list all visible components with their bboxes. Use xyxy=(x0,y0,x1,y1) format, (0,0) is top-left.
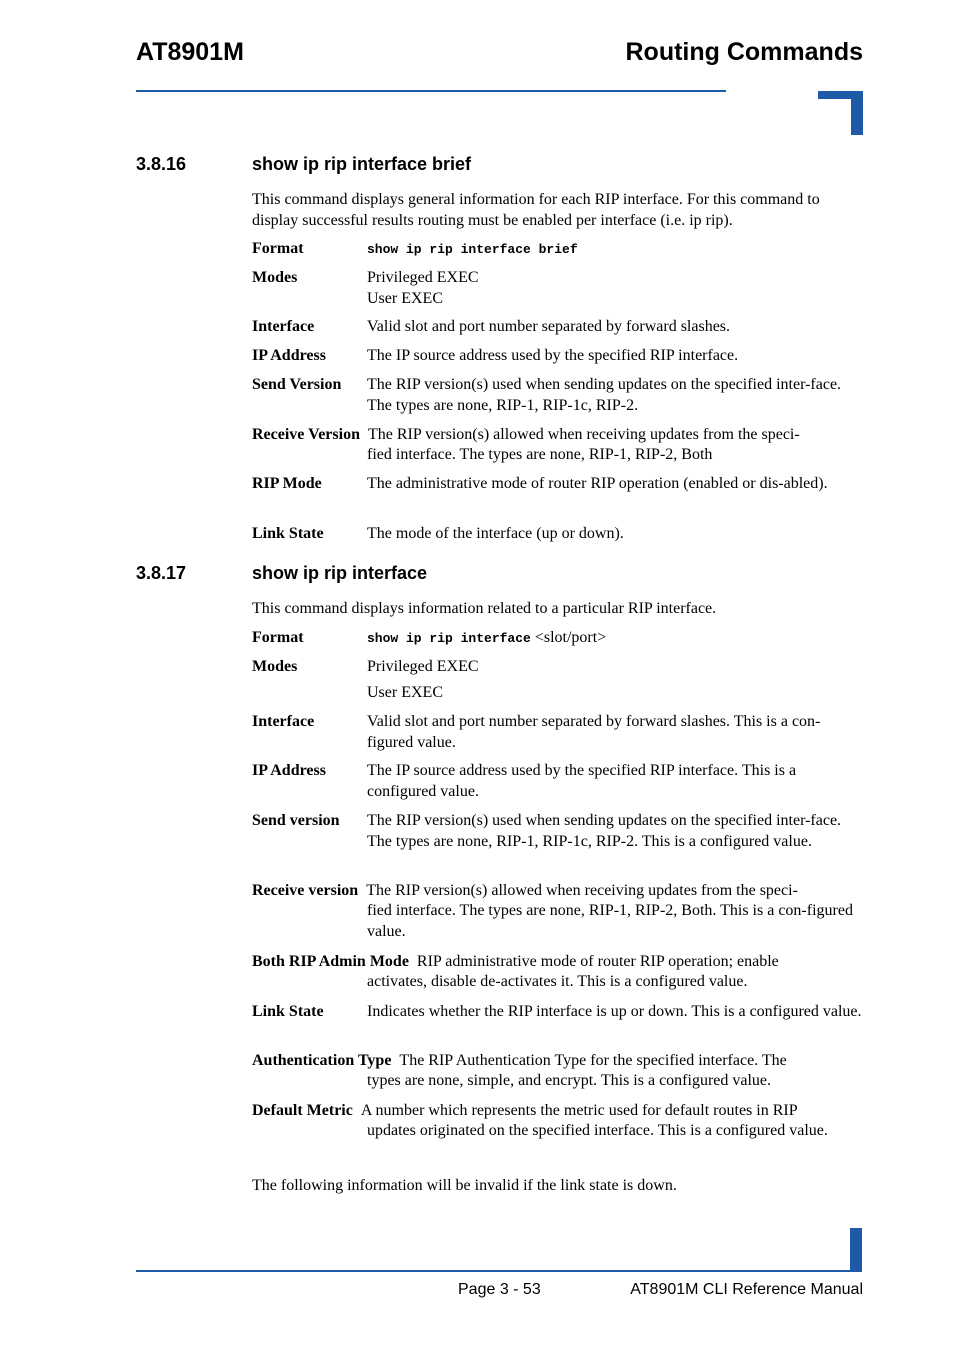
section-number: 3.8.17 xyxy=(136,563,187,583)
field-label xyxy=(252,881,798,902)
field-text: The RIP version(s) used when sending updates on the specified inter-face. The types are none, RIP-1, RIP-1c, RIP-2. This is a configured value. xyxy=(367,812,842,850)
field-label: RIP Mode xyxy=(252,475,322,492)
field-label-text: Authentication Type xyxy=(252,1052,392,1069)
format-value xyxy=(367,239,864,261)
mode-item: Privileged EXEC xyxy=(367,269,479,286)
field-label-text: Receive Version xyxy=(252,426,360,443)
corner-mark-bottom xyxy=(850,1228,862,1272)
modes-label: Modes xyxy=(252,658,298,675)
field-label xyxy=(252,952,779,973)
field-text: The IP source address used by the specified RIP interface. xyxy=(367,347,739,364)
mode-item: User EXEC xyxy=(367,289,443,307)
field-label xyxy=(252,425,800,446)
field-text: The RIP Authentication Type for the specified interface. The xyxy=(399,1052,787,1069)
field-text: The RIP version(s) allowed when receiving updates from the speci- xyxy=(366,882,798,899)
field-text: A number which represents the metric used for default routes in RIP xyxy=(360,1102,798,1119)
field-text-continued: fied interface. The types are none, RIP-1, RIP-2, Both. This is a con-figured value. xyxy=(367,902,853,940)
field-text: The RIP version(s) used when sending updates on the specified inter-face. The types are none, RIP-1, RIP-1c, RIP-2. xyxy=(367,376,842,414)
modes-label: Modes xyxy=(252,269,298,286)
format-label: Format xyxy=(252,629,304,646)
modes-value xyxy=(367,268,864,309)
section-title: show ip rip interface xyxy=(252,563,428,583)
field-text-continued: fied interface. The types are none, RIP-1, RIP-2, Both xyxy=(367,446,713,463)
field-label xyxy=(252,1101,798,1122)
format-command: show ip rip interface xyxy=(367,631,531,646)
field-text-continued: updates originated on the specified interface. This is a configured value. xyxy=(367,1122,828,1139)
field-label-text: Both RIP Admin Mode xyxy=(252,953,409,970)
field-label: IP Address xyxy=(252,347,326,364)
field-text-continued: types are none, simple, and encrypt. This is a configured value. xyxy=(367,1072,772,1089)
footer-manual-title: AT8901M CLI Reference Manual xyxy=(630,1281,863,1298)
field-text: The RIP version(s) allowed when receiving updates from the speci- xyxy=(367,426,800,443)
field-text: Valid slot and port number separated by forward slashes. xyxy=(367,318,731,335)
field-text: The mode of the interface (up or down). xyxy=(367,525,624,542)
section-intro: This command displays information related to a particular RIP interface. xyxy=(252,600,717,617)
header-left-title: AT8901M xyxy=(136,38,244,66)
field-text-continued: activates, disable de-activates it. This is a configured value. xyxy=(367,973,748,990)
field-label: Interface xyxy=(252,318,315,335)
field-text: The IP source address used by the specified RIP interface. This is a configured value. xyxy=(367,762,797,800)
format-value xyxy=(367,628,864,650)
section-number: 3.8.16 xyxy=(136,154,187,174)
section-intro: This command displays general information for each RIP interface. For this command to display successful results routing must be enabled per interface (i.e. ip rip). xyxy=(252,191,820,229)
field-text: The administrative mode of router RIP operation (enabled or dis-abled). xyxy=(367,475,828,492)
field-label: Link State xyxy=(252,1003,324,1020)
corner-mark-top xyxy=(818,91,863,135)
mode-item: User EXEC xyxy=(367,683,443,701)
format-command: show ip rip interface brief xyxy=(367,242,578,257)
header-right-title: Routing Commands xyxy=(625,38,863,66)
field-label: Send Version xyxy=(252,376,342,393)
footer-rule xyxy=(136,1270,862,1272)
field-label-text: Default Metric xyxy=(252,1102,353,1119)
mode-item: Privileged EXEC xyxy=(367,658,479,675)
field-text: RIP administrative mode of router RIP operation; enable xyxy=(416,953,779,970)
closing-note: The following information will be invalid if the link state is down. xyxy=(252,1177,677,1194)
section-title: show ip rip interface brief xyxy=(252,154,472,174)
modes-value xyxy=(367,657,864,703)
field-text: Valid slot and port number separated by forward slashes. This is a con-figured value. xyxy=(367,713,821,751)
header-rule xyxy=(136,90,726,92)
format-argument: <slot/port> xyxy=(534,629,607,646)
field-label xyxy=(252,1051,787,1072)
field-text: Indicates whether the RIP interface is up or down. This is a configured value. xyxy=(367,1003,862,1020)
field-label: Link State xyxy=(252,525,324,542)
field-label: Interface xyxy=(252,713,315,730)
field-label: Send version xyxy=(252,812,340,829)
footer-page-number: Page 3 - 53 xyxy=(458,1281,541,1298)
format-label: Format xyxy=(252,240,304,257)
field-label-text: Receive version xyxy=(252,882,359,899)
field-label: IP Address xyxy=(252,762,326,779)
